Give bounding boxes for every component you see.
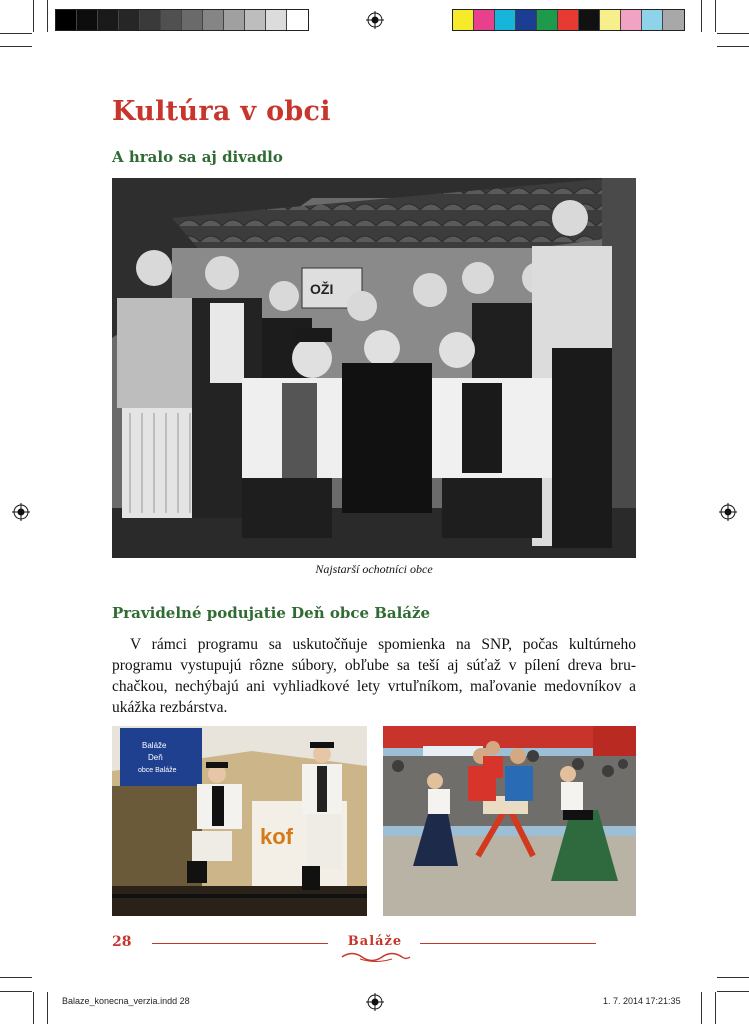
gray-swatch [203, 10, 224, 30]
photo-caption: Najstarší ochotníci obce [315, 562, 433, 576]
crop-mark [717, 46, 749, 47]
slug-timestamp: 1. 7. 2014 17:21:35 [603, 996, 681, 1006]
crop-mark [0, 977, 32, 978]
crop-mark [701, 992, 702, 1024]
crop-mark [0, 33, 32, 34]
photo-stage-dancers-illustration [112, 726, 367, 916]
gray-swatch [287, 10, 308, 30]
process-swatch [516, 10, 537, 30]
crop-mark [717, 33, 749, 34]
crop-mark [0, 991, 32, 992]
registration-mark-icon [366, 11, 384, 29]
gray-swatch [224, 10, 245, 30]
gray-swatch [245, 10, 266, 30]
sponsor-logo-text: kof [260, 824, 293, 849]
running-footer-title: Baláže [347, 934, 403, 949]
gray-swatch [77, 10, 98, 30]
footer-rule-left [152, 943, 328, 944]
flourish-ornament-icon [340, 950, 412, 964]
process-swatch [663, 10, 684, 30]
gray-swatch [119, 10, 140, 30]
crop-mark [0, 46, 32, 47]
gray-swatch [182, 10, 203, 30]
photo-theatre-group [112, 178, 636, 558]
photo-sawing-competition-illustration [383, 726, 636, 916]
process-swatch [642, 10, 663, 30]
banner-line-3: obce Baláže [138, 767, 177, 774]
process-swatch [537, 10, 558, 30]
gray-swatch [161, 10, 182, 30]
crop-mark [715, 0, 716, 32]
slug-filename: Balaze_konecna_verzia.indd 28 [62, 996, 190, 1006]
process-color-bar [452, 9, 685, 31]
crop-mark [717, 991, 749, 992]
section-heading-village-day: Pravidelné podujatie Deň obce Baláže [112, 604, 431, 622]
process-swatch [474, 10, 495, 30]
gray-swatch [140, 10, 161, 30]
gray-swatch [98, 10, 119, 30]
grayscale-color-bar [55, 9, 309, 31]
registration-mark-icon [719, 503, 737, 521]
crop-mark [715, 992, 716, 1024]
registration-mark-icon [366, 993, 384, 1011]
crop-mark [47, 0, 48, 32]
body-paragraph: V rámci programu sa uskutočňuje spomienka na SNP, počas kultúrneho programu vystupujú rôzne súbory, obľube sa teší aj súťaž v pílení dreva bruchačkou, nechýbajú ani vyhliadkové lety vrtuľníkom, maľovanie medovníkov a ukážka rezbárstva. [112, 636, 636, 716]
photo-sawing-competition [383, 726, 636, 916]
crop-mark [701, 0, 702, 32]
photo-stage-dancers [112, 726, 367, 916]
registration-mark-icon [12, 503, 30, 521]
page-number: 28 [112, 934, 132, 950]
process-swatch [621, 10, 642, 30]
photo-theatre-group-illustration [112, 178, 636, 558]
photo-sign-text: OŽI [310, 281, 334, 297]
crop-mark [717, 977, 749, 978]
process-swatch [453, 10, 474, 30]
banner-line-2: Deň [148, 753, 163, 762]
footer-rule-right [420, 943, 596, 944]
process-swatch [558, 10, 579, 30]
page-title: Kultúra v obci [112, 96, 331, 127]
banner-line-1: Baláže [142, 741, 167, 750]
process-swatch [495, 10, 516, 30]
section-heading-theatre: A hralo sa aj divadlo [112, 148, 283, 166]
process-swatch [600, 10, 621, 30]
crop-mark [33, 992, 34, 1024]
process-swatch [579, 10, 600, 30]
crop-mark [33, 0, 34, 32]
crop-mark [47, 992, 48, 1024]
gray-swatch [266, 10, 287, 30]
gray-swatch [56, 10, 77, 30]
